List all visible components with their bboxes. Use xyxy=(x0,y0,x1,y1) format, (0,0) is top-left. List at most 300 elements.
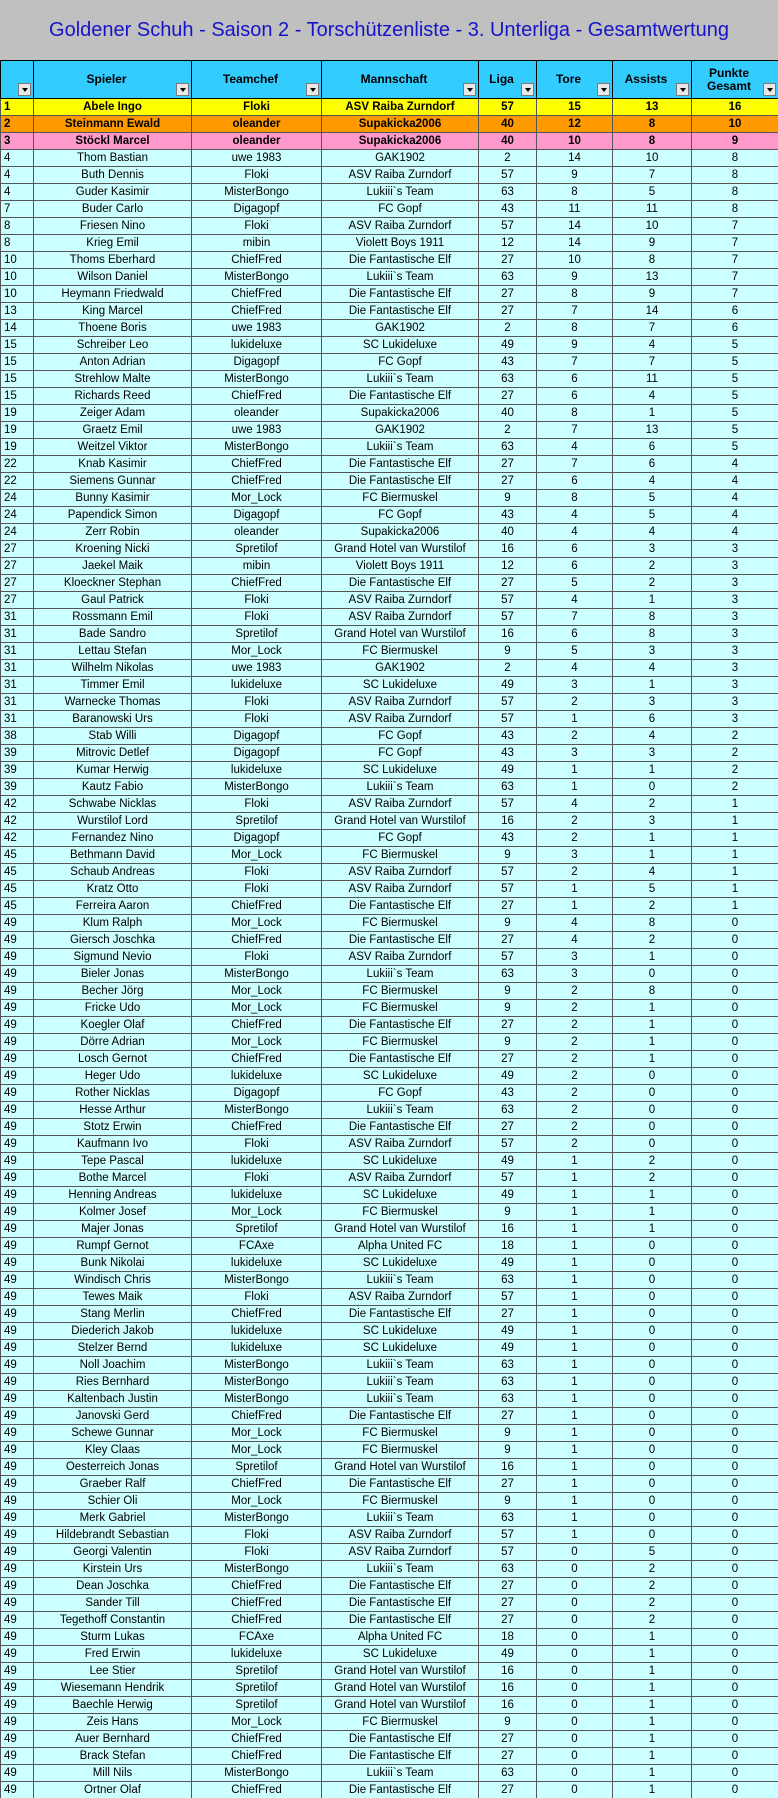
cell-punkte: 0 xyxy=(692,1629,778,1646)
table-row xyxy=(1,269,778,286)
table-row xyxy=(1,558,778,575)
cell-tore: 0 xyxy=(537,1578,613,1595)
cell-tore: 0 xyxy=(537,1782,613,1798)
cell-assists: 4 xyxy=(613,728,692,745)
cell-assists: 1 xyxy=(613,762,692,779)
cell-rank: 49 xyxy=(1,1646,34,1663)
cell-assists: 1 xyxy=(613,1034,692,1051)
cell-assists: 14 xyxy=(613,303,692,320)
cell-spieler: Kley Claas xyxy=(34,1442,192,1459)
cell-tore: 2 xyxy=(537,1034,613,1051)
cell-spieler: Timmer Emil xyxy=(34,677,192,694)
cell-mannschaft: SC Lukideluxe xyxy=(322,1323,479,1340)
cell-mannschaft: FC Biermuskel xyxy=(322,915,479,932)
cell-tore: 1 xyxy=(537,779,613,796)
table-row xyxy=(1,1408,778,1425)
cell-assists: 1 xyxy=(613,1663,692,1680)
filter-dropdown-icon[interactable] xyxy=(18,83,31,96)
table-row xyxy=(1,626,778,643)
cell-tore: 3 xyxy=(537,966,613,983)
cell-mannschaft: Lukiii`s Team xyxy=(322,1102,479,1119)
cell-teamchef: Mor_Lock xyxy=(192,490,322,507)
cell-assists: 0 xyxy=(613,1476,692,1493)
table-row xyxy=(1,1731,778,1748)
cell-assists: 5 xyxy=(613,1544,692,1561)
cell-rank: 31 xyxy=(1,643,34,660)
cell-rank: 49 xyxy=(1,1697,34,1714)
cell-assists: 7 xyxy=(613,320,692,337)
cell-rank: 49 xyxy=(1,1425,34,1442)
cell-liga: 16 xyxy=(479,1697,537,1714)
cell-liga: 27 xyxy=(479,1731,537,1748)
cell-mannschaft: SC Lukideluxe xyxy=(322,762,479,779)
cell-spieler: Knab Kasimir xyxy=(34,456,192,473)
cell-rank: 31 xyxy=(1,660,34,677)
cell-mannschaft: GAK1902 xyxy=(322,150,479,167)
table-row xyxy=(1,643,778,660)
cell-assists: 11 xyxy=(613,371,692,388)
cell-punkte: 0 xyxy=(692,1578,778,1595)
table-row xyxy=(1,1238,778,1255)
cell-teamchef: Spretilof xyxy=(192,813,322,830)
cell-liga: 63 xyxy=(479,1510,537,1527)
cell-liga: 43 xyxy=(479,354,537,371)
cell-punkte: 4 xyxy=(692,473,778,490)
cell-mannschaft: ASV Raiba Zurndorf xyxy=(322,609,479,626)
cell-rank: 49 xyxy=(1,1068,34,1085)
cell-rank: 10 xyxy=(1,269,34,286)
cell-spieler: Brack Stefan xyxy=(34,1748,192,1765)
cell-assists: 6 xyxy=(613,456,692,473)
cell-punkte: 0 xyxy=(692,1306,778,1323)
cell-mannschaft: Grand Hotel van Wurstilof xyxy=(322,1663,479,1680)
cell-punkte: 0 xyxy=(692,1782,778,1798)
cell-mannschaft: ASV Raiba Zurndorf xyxy=(322,1527,479,1544)
cell-assists: 1 xyxy=(613,405,692,422)
cell-mannschaft: Die Fantastische Elf xyxy=(322,388,479,405)
cell-mannschaft: ASV Raiba Zurndorf xyxy=(322,218,479,235)
cell-liga: 57 xyxy=(479,1289,537,1306)
cell-tore: 1 xyxy=(537,1527,613,1544)
cell-assists: 4 xyxy=(613,337,692,354)
cell-rank: 49 xyxy=(1,1357,34,1374)
table-row xyxy=(1,1221,778,1238)
cell-assists: 0 xyxy=(613,1102,692,1119)
cell-mannschaft: Violett Boys 1911 xyxy=(322,558,479,575)
cell-teamchef: Floki xyxy=(192,881,322,898)
cell-rank: 49 xyxy=(1,1306,34,1323)
table-row xyxy=(1,405,778,422)
cell-rank: 38 xyxy=(1,728,34,745)
cell-assists: 1 xyxy=(613,1680,692,1697)
cell-rank: 45 xyxy=(1,898,34,915)
cell-teamchef: ChiefFred xyxy=(192,1051,322,1068)
cell-tore: 2 xyxy=(537,694,613,711)
cell-assists: 0 xyxy=(613,1425,692,1442)
cell-teamchef: Floki xyxy=(192,1289,322,1306)
cell-liga: 49 xyxy=(479,677,537,694)
cell-mannschaft: SC Lukideluxe xyxy=(322,1068,479,1085)
cell-punkte: 6 xyxy=(692,320,778,337)
cell-punkte: 0 xyxy=(692,983,778,1000)
cell-spieler: Oesterreich Jonas xyxy=(34,1459,192,1476)
header-label: Punkte Gesamt xyxy=(706,65,752,93)
cell-punkte: 0 xyxy=(692,1170,778,1187)
cell-tore: 1 xyxy=(537,1255,613,1272)
cell-spieler: Becher Jörg xyxy=(34,983,192,1000)
cell-spieler: Wurstilof Lord xyxy=(34,813,192,830)
cell-punkte: 3 xyxy=(692,660,778,677)
cell-assists: 8 xyxy=(613,626,692,643)
cell-punkte: 4 xyxy=(692,456,778,473)
cell-rank: 49 xyxy=(1,932,34,949)
cell-punkte: 5 xyxy=(692,422,778,439)
cell-spieler: Fernandez Nino xyxy=(34,830,192,847)
cell-liga: 49 xyxy=(479,1068,537,1085)
cell-liga: 49 xyxy=(479,762,537,779)
cell-punkte: 8 xyxy=(692,150,778,167)
table-row xyxy=(1,1697,778,1714)
cell-tore: 6 xyxy=(537,626,613,643)
cell-assists: 3 xyxy=(613,694,692,711)
cell-rank: 10 xyxy=(1,286,34,303)
cell-punkte: 3 xyxy=(692,609,778,626)
filter-dropdown-icon[interactable] xyxy=(463,83,476,96)
cell-liga: 49 xyxy=(479,1646,537,1663)
cell-tore: 1 xyxy=(537,1238,613,1255)
filter-dropdown-icon[interactable] xyxy=(306,83,319,96)
cell-tore: 1 xyxy=(537,1306,613,1323)
cell-liga: 63 xyxy=(479,1391,537,1408)
cell-tore: 9 xyxy=(537,269,613,286)
cell-tore: 1 xyxy=(537,1357,613,1374)
cell-assists: 2 xyxy=(613,1170,692,1187)
cell-punkte: 3 xyxy=(692,626,778,643)
cell-liga: 49 xyxy=(479,1187,537,1204)
table-row xyxy=(1,1153,778,1170)
cell-mannschaft: Die Fantastische Elf xyxy=(322,575,479,592)
cell-spieler: Krieg Emil xyxy=(34,235,192,252)
cell-teamchef: Floki xyxy=(192,1527,322,1544)
cell-punkte: 0 xyxy=(692,1323,778,1340)
cell-punkte: 0 xyxy=(692,1561,778,1578)
cell-punkte: 7 xyxy=(692,235,778,252)
cell-rank: 39 xyxy=(1,762,34,779)
cell-rank: 49 xyxy=(1,1119,34,1136)
cell-mannschaft: Lukiii`s Team xyxy=(322,1765,479,1782)
cell-assists: 0 xyxy=(613,1357,692,1374)
table-row xyxy=(1,1527,778,1544)
cell-rank: 49 xyxy=(1,1238,34,1255)
cell-mannschaft: Grand Hotel van Wurstilof xyxy=(322,813,479,830)
cell-teamchef: lukideluxe xyxy=(192,337,322,354)
cell-punkte: 0 xyxy=(692,1238,778,1255)
cell-spieler: Rumpf Gernot xyxy=(34,1238,192,1255)
cell-teamchef: Mor_Lock xyxy=(192,1493,322,1510)
cell-liga: 12 xyxy=(479,558,537,575)
table-row xyxy=(1,218,778,235)
header-liga xyxy=(479,61,537,99)
cell-teamchef: ChiefFred xyxy=(192,1612,322,1629)
cell-spieler: Wiesemann Hendrik xyxy=(34,1680,192,1697)
cell-mannschaft: Die Fantastische Elf xyxy=(322,1782,479,1798)
cell-punkte: 0 xyxy=(692,1765,778,1782)
table-row xyxy=(1,1476,778,1493)
cell-rank: 1 xyxy=(1,99,34,116)
table-row xyxy=(1,813,778,830)
cell-assists: 4 xyxy=(613,524,692,541)
header-punkte-gesamt xyxy=(692,61,778,99)
cell-liga: 16 xyxy=(479,813,537,830)
cell-assists: 0 xyxy=(613,1408,692,1425)
cell-spieler: Heymann Friedwald xyxy=(34,286,192,303)
cell-liga: 57 xyxy=(479,167,537,184)
cell-liga: 49 xyxy=(479,1340,537,1357)
cell-assists: 1 xyxy=(613,1765,692,1782)
cell-mannschaft: Die Fantastische Elf xyxy=(322,1595,479,1612)
cell-teamchef: Floki xyxy=(192,1170,322,1187)
table-row xyxy=(1,286,778,303)
cell-liga: 9 xyxy=(479,1204,537,1221)
cell-tore: 8 xyxy=(537,320,613,337)
cell-spieler: Lettau Stefan xyxy=(34,643,192,660)
cell-teamchef: MisterBongo xyxy=(192,1765,322,1782)
cell-liga: 9 xyxy=(479,1442,537,1459)
cell-liga: 18 xyxy=(479,1629,537,1646)
cell-spieler: Henning Andreas xyxy=(34,1187,192,1204)
cell-rank: 49 xyxy=(1,1102,34,1119)
cell-teamchef: lukideluxe xyxy=(192,1153,322,1170)
cell-teamchef: lukideluxe xyxy=(192,1323,322,1340)
cell-rank: 39 xyxy=(1,779,34,796)
cell-mannschaft: FC Gopf xyxy=(322,830,479,847)
cell-teamchef: Mor_Lock xyxy=(192,983,322,1000)
cell-mannschaft: FC Gopf xyxy=(322,201,479,218)
table-row xyxy=(1,1187,778,1204)
cell-spieler: Bieler Jonas xyxy=(34,966,192,983)
cell-spieler: Merk Gabriel xyxy=(34,1510,192,1527)
cell-mannschaft: Grand Hotel van Wurstilof xyxy=(322,541,479,558)
cell-assists: 2 xyxy=(613,558,692,575)
cell-tore: 1 xyxy=(537,1459,613,1476)
table-row xyxy=(1,1357,778,1374)
cell-punkte: 8 xyxy=(692,167,778,184)
filter-dropdown-icon[interactable] xyxy=(521,83,534,96)
cell-assists: 0 xyxy=(613,1119,692,1136)
cell-tore: 8 xyxy=(537,184,613,201)
cell-teamchef: lukideluxe xyxy=(192,677,322,694)
table-row xyxy=(1,1459,778,1476)
cell-teamchef: MisterBongo xyxy=(192,371,322,388)
cell-rank: 31 xyxy=(1,609,34,626)
cell-spieler: Fred Erwin xyxy=(34,1646,192,1663)
cell-punkte: 0 xyxy=(692,1510,778,1527)
filter-dropdown-icon[interactable] xyxy=(763,83,776,96)
cell-teamchef: Mor_Lock xyxy=(192,643,322,660)
cell-spieler: Janovski Gerd xyxy=(34,1408,192,1425)
cell-rank: 49 xyxy=(1,1612,34,1629)
cell-assists: 1 xyxy=(613,1051,692,1068)
cell-punkte: 0 xyxy=(692,932,778,949)
cell-tore: 12 xyxy=(537,116,613,133)
cell-rank: 49 xyxy=(1,1561,34,1578)
cell-punkte: 1 xyxy=(692,864,778,881)
cell-punkte: 0 xyxy=(692,1476,778,1493)
cell-rank: 49 xyxy=(1,1629,34,1646)
cell-assists: 0 xyxy=(613,1068,692,1085)
table-row xyxy=(1,1289,778,1306)
cell-tore: 7 xyxy=(537,354,613,371)
cell-liga: 27 xyxy=(479,1578,537,1595)
cell-punkte: 4 xyxy=(692,507,778,524)
cell-spieler: Kaltenbach Justin xyxy=(34,1391,192,1408)
cell-rank: 24 xyxy=(1,524,34,541)
cell-tore: 0 xyxy=(537,1663,613,1680)
cell-tore: 0 xyxy=(537,1629,613,1646)
cell-punkte: 5 xyxy=(692,388,778,405)
cell-assists: 0 xyxy=(613,1238,692,1255)
cell-spieler: Thoms Eberhard xyxy=(34,252,192,269)
cell-liga: 57 xyxy=(479,864,537,881)
cell-teamchef: ChiefFred xyxy=(192,388,322,405)
table-row xyxy=(1,439,778,456)
cell-spieler: Stab Willi xyxy=(34,728,192,745)
cell-tore: 14 xyxy=(537,218,613,235)
cell-teamchef: Spretilof xyxy=(192,1663,322,1680)
table-row xyxy=(1,1085,778,1102)
cell-spieler: Zerr Robin xyxy=(34,524,192,541)
table-row xyxy=(1,150,778,167)
cell-liga: 27 xyxy=(479,1306,537,1323)
cell-spieler: Giersch Joschka xyxy=(34,932,192,949)
cell-punkte: 0 xyxy=(692,1459,778,1476)
cell-teamchef: Mor_Lock xyxy=(192,1034,322,1051)
cell-assists: 13 xyxy=(613,269,692,286)
filter-dropdown-icon[interactable] xyxy=(597,83,610,96)
header-rank xyxy=(1,61,34,99)
cell-teamchef: ChiefFred xyxy=(192,932,322,949)
cell-tore: 1 xyxy=(537,1425,613,1442)
cell-liga: 9 xyxy=(479,1493,537,1510)
cell-punkte: 0 xyxy=(692,1153,778,1170)
cell-liga: 57 xyxy=(479,881,537,898)
cell-liga: 57 xyxy=(479,1544,537,1561)
cell-rank: 49 xyxy=(1,1391,34,1408)
cell-mannschaft: SC Lukideluxe xyxy=(322,1340,479,1357)
cell-mannschaft: FC Biermuskel xyxy=(322,1000,479,1017)
cell-punkte: 0 xyxy=(692,966,778,983)
cell-mannschaft: Lukiii`s Team xyxy=(322,1391,479,1408)
cell-punkte: 7 xyxy=(692,286,778,303)
cell-teamchef: Spretilof xyxy=(192,1680,322,1697)
cell-liga: 40 xyxy=(479,133,537,150)
cell-liga: 16 xyxy=(479,1221,537,1238)
cell-liga: 49 xyxy=(479,1323,537,1340)
cell-rank: 49 xyxy=(1,1493,34,1510)
cell-rank: 22 xyxy=(1,456,34,473)
cell-spieler: Graeber Ralf xyxy=(34,1476,192,1493)
table-row xyxy=(1,1204,778,1221)
cell-mannschaft: Grand Hotel van Wurstilof xyxy=(322,1697,479,1714)
table-row xyxy=(1,167,778,184)
cell-assists: 1 xyxy=(613,1017,692,1034)
cell-liga: 27 xyxy=(479,932,537,949)
cell-assists: 0 xyxy=(613,1527,692,1544)
cell-liga: 43 xyxy=(479,728,537,745)
cell-assists: 0 xyxy=(613,1136,692,1153)
cell-spieler: Rossmann Emil xyxy=(34,609,192,626)
cell-spieler: Stelzer Bernd xyxy=(34,1340,192,1357)
cell-liga: 57 xyxy=(479,1527,537,1544)
cell-punkte: 0 xyxy=(692,1731,778,1748)
cell-assists: 11 xyxy=(613,201,692,218)
cell-teamchef: Floki xyxy=(192,592,322,609)
filter-dropdown-icon[interactable] xyxy=(176,83,189,96)
cell-teamchef: ChiefFred xyxy=(192,286,322,303)
cell-rank: 45 xyxy=(1,847,34,864)
cell-spieler: Jaekel Maik xyxy=(34,558,192,575)
cell-liga: 27 xyxy=(479,252,537,269)
cell-mannschaft: FC Biermuskel xyxy=(322,1493,479,1510)
cell-liga: 16 xyxy=(479,541,537,558)
cell-teamchef: Floki xyxy=(192,1136,322,1153)
cell-spieler: Mitrovic Detlef xyxy=(34,745,192,762)
table-row xyxy=(1,1323,778,1340)
filter-dropdown-icon[interactable] xyxy=(676,83,689,96)
cell-liga: 27 xyxy=(479,575,537,592)
cell-teamchef: Mor_Lock xyxy=(192,1714,322,1731)
cell-teamchef: Floki xyxy=(192,949,322,966)
header-spieler xyxy=(34,61,192,99)
cell-tore: 1 xyxy=(537,898,613,915)
table-row xyxy=(1,660,778,677)
cell-mannschaft: Die Fantastische Elf xyxy=(322,1119,479,1136)
page-title: Goldener Schuh - Saison 2 - Torschützenliste - 3. Unterliga - Gesamtwertung xyxy=(0,0,778,60)
cell-assists: 5 xyxy=(613,184,692,201)
cell-liga: 27 xyxy=(479,1051,537,1068)
cell-spieler: Guder Kasimir xyxy=(34,184,192,201)
cell-mannschaft: Die Fantastische Elf xyxy=(322,1731,479,1748)
cell-spieler: Ries Bernhard xyxy=(34,1374,192,1391)
table-row xyxy=(1,898,778,915)
cell-tore: 7 xyxy=(537,456,613,473)
cell-teamchef: ChiefFred xyxy=(192,575,322,592)
cell-assists: 1 xyxy=(613,1187,692,1204)
cell-rank: 24 xyxy=(1,490,34,507)
cell-spieler: Dean Joschka xyxy=(34,1578,192,1595)
cell-teamchef: ChiefFred xyxy=(192,1748,322,1765)
table-row xyxy=(1,1765,778,1782)
cell-tore: 3 xyxy=(537,949,613,966)
scorer-table xyxy=(0,60,778,1798)
cell-rank: 49 xyxy=(1,1680,34,1697)
cell-spieler: Bothe Marcel xyxy=(34,1170,192,1187)
cell-rank: 7 xyxy=(1,201,34,218)
cell-assists: 0 xyxy=(613,1255,692,1272)
cell-tore: 4 xyxy=(537,507,613,524)
header-label: Tore xyxy=(555,72,582,86)
cell-mannschaft: Grand Hotel van Wurstilof xyxy=(322,1680,479,1697)
cell-assists: 10 xyxy=(613,150,692,167)
cell-tore: 0 xyxy=(537,1748,613,1765)
cell-liga: 57 xyxy=(479,1136,537,1153)
cell-punkte: 7 xyxy=(692,252,778,269)
cell-rank: 49 xyxy=(1,1748,34,1765)
cell-liga: 57 xyxy=(479,1170,537,1187)
cell-rank: 19 xyxy=(1,405,34,422)
table-row xyxy=(1,337,778,354)
cell-liga: 9 xyxy=(479,847,537,864)
